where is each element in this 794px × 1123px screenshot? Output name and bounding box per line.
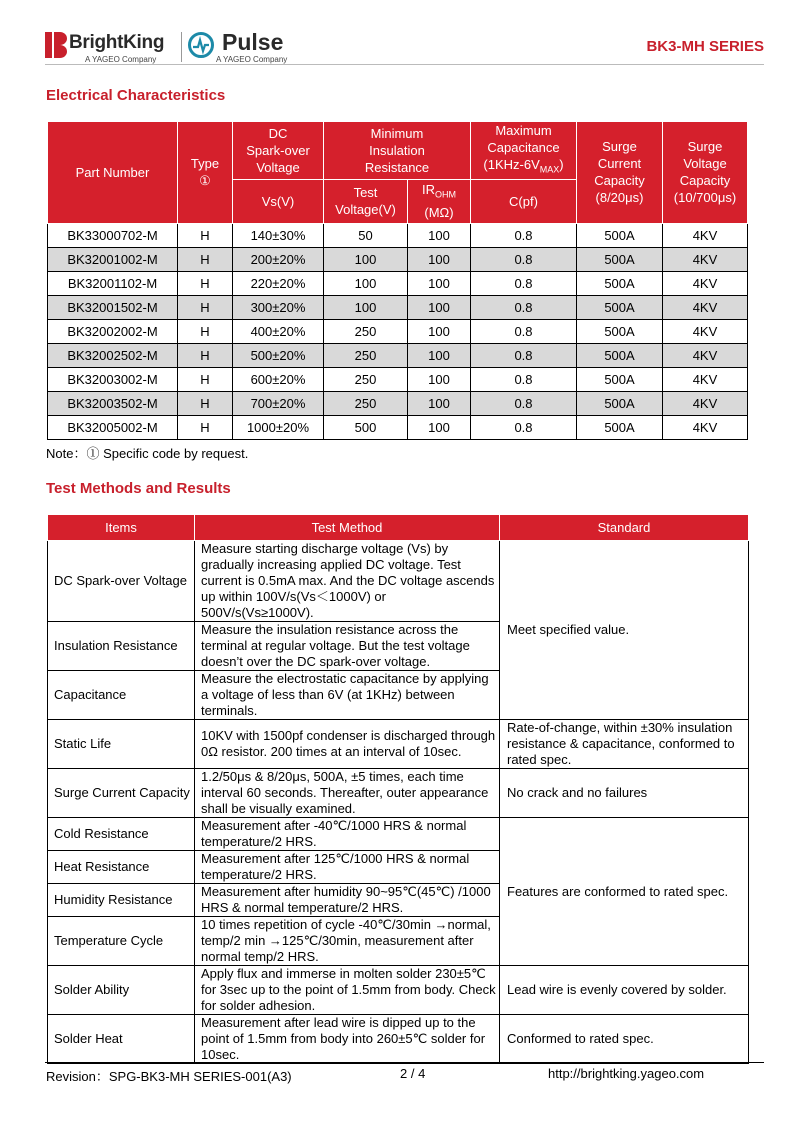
- part-number-cell: BK33000702-M: [48, 223, 178, 247]
- method-cell: Measurement after lead wire is dipped up to the point of 1.5mm from body into 260±5℃ solder for 10sec.: [195, 1015, 500, 1064]
- part-number-cell: BK32001102-M: [48, 271, 178, 295]
- type-cell: H: [178, 223, 233, 247]
- surge-voltage-cell: 4KV: [663, 391, 748, 415]
- test-voltage-cell: 250: [324, 367, 408, 391]
- table-row: [48, 367, 748, 391]
- item-cell: DC Spark-over Voltage: [48, 541, 195, 622]
- vs-cell: 140±30%: [233, 223, 324, 247]
- surge-current-cell: 500A: [577, 367, 663, 391]
- item-cell: Humidity Resistance: [48, 884, 195, 917]
- vs-cell: 300±20%: [233, 295, 324, 319]
- surge-voltage-cell: 4KV: [663, 343, 748, 367]
- header-ir-ohm: $IR_{OHM}$ (MΩ): [408, 179, 471, 223]
- table-row: [48, 271, 748, 295]
- surge-voltage-cell: 4KV: [663, 415, 748, 439]
- table-row: [48, 223, 748, 247]
- part-number-cell: BK32002502-M: [48, 343, 178, 367]
- method-cell: Measure starting discharge voltage (Vs) by gradually increasing applied DC voltage. Test current is 0.5mA max. And the DC voltage ascends up within 100V/s(Vs＜1000V) or 500V/s(Vs≥1000V).: [195, 541, 500, 622]
- capacitance-cell: 0.8: [471, 223, 577, 247]
- table-row: [48, 319, 748, 343]
- method-cell: Measure the insulation resistance across the terminal at regular voltage. But the test voltage doesn’t over the DC spark-over voltage.: [195, 622, 500, 671]
- surge-voltage-cell: 4KV: [663, 295, 748, 319]
- vs-cell: 500±20%: [233, 343, 324, 367]
- item-cell: Capacitance: [48, 671, 195, 720]
- capacitance-cell: 0.8: [471, 391, 577, 415]
- item-cell: Static Life: [48, 720, 195, 769]
- ir-cell: 100: [408, 415, 471, 439]
- brightking-name: BrightKing: [69, 32, 165, 53]
- footer-page-number: 2 / 4: [400, 1066, 426, 1081]
- capacitance-cell: 0.8: [471, 271, 577, 295]
- test-voltage-cell: 100: [324, 295, 408, 319]
- vs-cell: 200±20%: [233, 247, 324, 271]
- standard-cell: Meet specified value.: [500, 541, 749, 720]
- surge-current-cell: 500A: [577, 295, 663, 319]
- header-vs: Vs(V): [233, 179, 324, 223]
- type-cell: H: [178, 247, 233, 271]
- table-row: [48, 415, 748, 439]
- part-number-cell: BK32003002-M: [48, 367, 178, 391]
- capacitance-cell: 0.8: [471, 319, 577, 343]
- surge-current-cell: 500A: [577, 391, 663, 415]
- method-cell: Measurement after 125℃/1000 HRS & normal temperature/2 HRS.: [195, 851, 500, 884]
- surge-voltage-cell: 4KV: [663, 319, 748, 343]
- footer-revision: Revision：SPG-BK3-MH SERIES-001(A3): [46, 1069, 292, 1084]
- test-methods-title: Test Methods and Results: [46, 480, 231, 497]
- surge-current-cell: 500A: [577, 271, 663, 295]
- item-cell: Solder Ability: [48, 966, 195, 1015]
- surge-voltage-cell: 4KV: [663, 247, 748, 271]
- surge-voltage-cell: 4KV: [663, 367, 748, 391]
- ir-cell: 100: [408, 271, 471, 295]
- surge-voltage-cell: 4KV: [663, 223, 748, 247]
- item-cell: Cold Resistance: [48, 818, 195, 851]
- type-cell: H: [178, 391, 233, 415]
- standard-cell: Lead wire is evenly covered by solder.: [500, 966, 749, 1015]
- test-methods-table: [47, 514, 749, 1064]
- vs-cell: 700±20%: [233, 391, 324, 415]
- part-number-cell: BK32001002-M: [48, 247, 178, 271]
- table-row: [48, 343, 748, 367]
- logo-separator: [181, 32, 182, 62]
- standard-cell: Rate-of-change, within ±30% insulation resistance & capacitance, conformed to rated spec.: [500, 720, 749, 769]
- series-title: BK3-MH SERIES: [646, 38, 764, 55]
- header-divider: [45, 64, 764, 65]
- vs-cell: 1000±20%: [233, 415, 324, 439]
- ir-cell: 100: [408, 223, 471, 247]
- item-cell: Solder Heat: [48, 1015, 195, 1064]
- electrical-characteristics-table: [47, 121, 748, 440]
- standard-cell: No crack and no failures: [500, 769, 749, 818]
- page-header: [45, 28, 764, 64]
- capacitance-cell: 0.8: [471, 247, 577, 271]
- item-cell: Surge Current Capacity: [48, 769, 195, 818]
- part-number-cell: BK32002002-M: [48, 319, 178, 343]
- capacitance-cell: 0.8: [471, 295, 577, 319]
- method-cell: 10KV with 1500pf condenser is discharged through 0Ω resistor. 200 times at an interval of 10sec.: [195, 720, 500, 769]
- pulse-logo-icon: [188, 32, 214, 58]
- method-cell: 10 times repetition of cycle -40℃/30min →normal, temp/2 min →125℃/30min, measurement after normal temp/2 HRS.: [195, 917, 500, 966]
- standard-cell: Features are conformed to rated spec.: [500, 818, 749, 966]
- surge-current-cell: 500A: [577, 415, 663, 439]
- test-voltage-cell: 250: [324, 391, 408, 415]
- type-cell: H: [178, 271, 233, 295]
- header-part-number: Part Number: [48, 122, 178, 224]
- ir-cell: 100: [408, 343, 471, 367]
- header-cpf: C(pf): [471, 179, 577, 223]
- test-voltage-cell: 250: [324, 343, 408, 367]
- electrical-characteristics-title: Electrical Characteristics: [46, 87, 226, 104]
- header-surge-current: Surge Current Capacity (8/20μs): [577, 122, 663, 224]
- capacitance-cell: 0.8: [471, 343, 577, 367]
- pulse-logo: [188, 30, 308, 62]
- header-test-method: Test Method: [195, 515, 500, 541]
- ir-cell: 100: [408, 247, 471, 271]
- type-cell: H: [178, 343, 233, 367]
- table-row: [48, 247, 748, 271]
- ir-cell: 100: [408, 295, 471, 319]
- header-surge-voltage: Surge Voltage Capacity (10/700μs): [663, 122, 748, 224]
- vs-cell: 220±20%: [233, 271, 324, 295]
- standard-cell: Conformed to rated spec.: [500, 1015, 749, 1064]
- header-max-capacitance: Maximum Capacitance $(1KHz-6V_{MAX})$: [471, 122, 577, 180]
- table-note: Note：① Specific code by request.: [46, 446, 249, 461]
- ir-cell: 100: [408, 319, 471, 343]
- type-cell: H: [178, 367, 233, 391]
- test-voltage-cell: 500: [324, 415, 408, 439]
- table-row: [48, 391, 748, 415]
- item-cell: Temperature Cycle: [48, 917, 195, 966]
- header-type: Type ①: [178, 122, 233, 224]
- capacitance-cell: 0.8: [471, 367, 577, 391]
- brightking-logo: [45, 30, 185, 62]
- footer-divider: [45, 1062, 764, 1063]
- surge-current-cell: 500A: [577, 343, 663, 367]
- header-test-voltage: Test Voltage(V): [324, 179, 408, 223]
- test-voltage-cell: 100: [324, 271, 408, 295]
- brightking-sub: A YAGEO Company: [85, 55, 157, 64]
- surge-voltage-cell: 4KV: [663, 271, 748, 295]
- item-cell: Heat Resistance: [48, 851, 195, 884]
- method-cell: Measure the electrostatic capacitance by applying a voltage of less than 6V (at 1KHz) between terminals.: [195, 671, 500, 720]
- header-items: Items: [48, 515, 195, 541]
- ir-cell: 100: [408, 391, 471, 415]
- footer-url[interactable]: http://brightking.yageo.com: [548, 1066, 705, 1081]
- type-cell: H: [178, 319, 233, 343]
- method-cell: Apply flux and immerse in molten solder 230±5℃ for 3sec up to the point of 1.5mm from body. Check for solder adhesion.: [195, 966, 500, 1015]
- method-cell: Measurement after -40℃/1000 HRS & normal temperature/2 HRS.: [195, 818, 500, 851]
- part-number-cell: BK32001502-M: [48, 295, 178, 319]
- method-cell: 1.2/50μs & 8/20μs, 500A, ±5 times, each time interval 60 seconds. Thereafter, outer appearance shall be visually examined.: [195, 769, 500, 818]
- test-voltage-cell: 250: [324, 319, 408, 343]
- test-voltage-cell: 100: [324, 247, 408, 271]
- header-standard: Standard: [500, 515, 749, 541]
- pulse-name: Pulse: [222, 29, 284, 55]
- ir-cell: 100: [408, 367, 471, 391]
- test-voltage-cell: 50: [324, 223, 408, 247]
- item-cell: Insulation Resistance: [48, 622, 195, 671]
- header-dc-spark-over: DC Spark-over Voltage: [233, 122, 324, 180]
- capacitance-cell: 0.8: [471, 415, 577, 439]
- part-number-cell: BK32005002-M: [48, 415, 178, 439]
- part-number-cell: BK32003502-M: [48, 391, 178, 415]
- surge-current-cell: 500A: [577, 247, 663, 271]
- header-min-insulation: Minimum Insulation Resistance: [324, 122, 471, 180]
- vs-cell: 600±20%: [233, 367, 324, 391]
- vs-cell: 400±20%: [233, 319, 324, 343]
- method-cell: Measurement after humidity 90~95℃(45℃) /1000 HRS & normal temperature/2 HRS.: [195, 884, 500, 917]
- type-cell: H: [178, 295, 233, 319]
- table-row: [48, 295, 748, 319]
- brightking-logo-icon: [45, 32, 67, 58]
- pulse-sub: A YAGEO Company: [216, 55, 288, 64]
- surge-current-cell: 500A: [577, 319, 663, 343]
- surge-current-cell: 500A: [577, 223, 663, 247]
- type-cell: H: [178, 415, 233, 439]
